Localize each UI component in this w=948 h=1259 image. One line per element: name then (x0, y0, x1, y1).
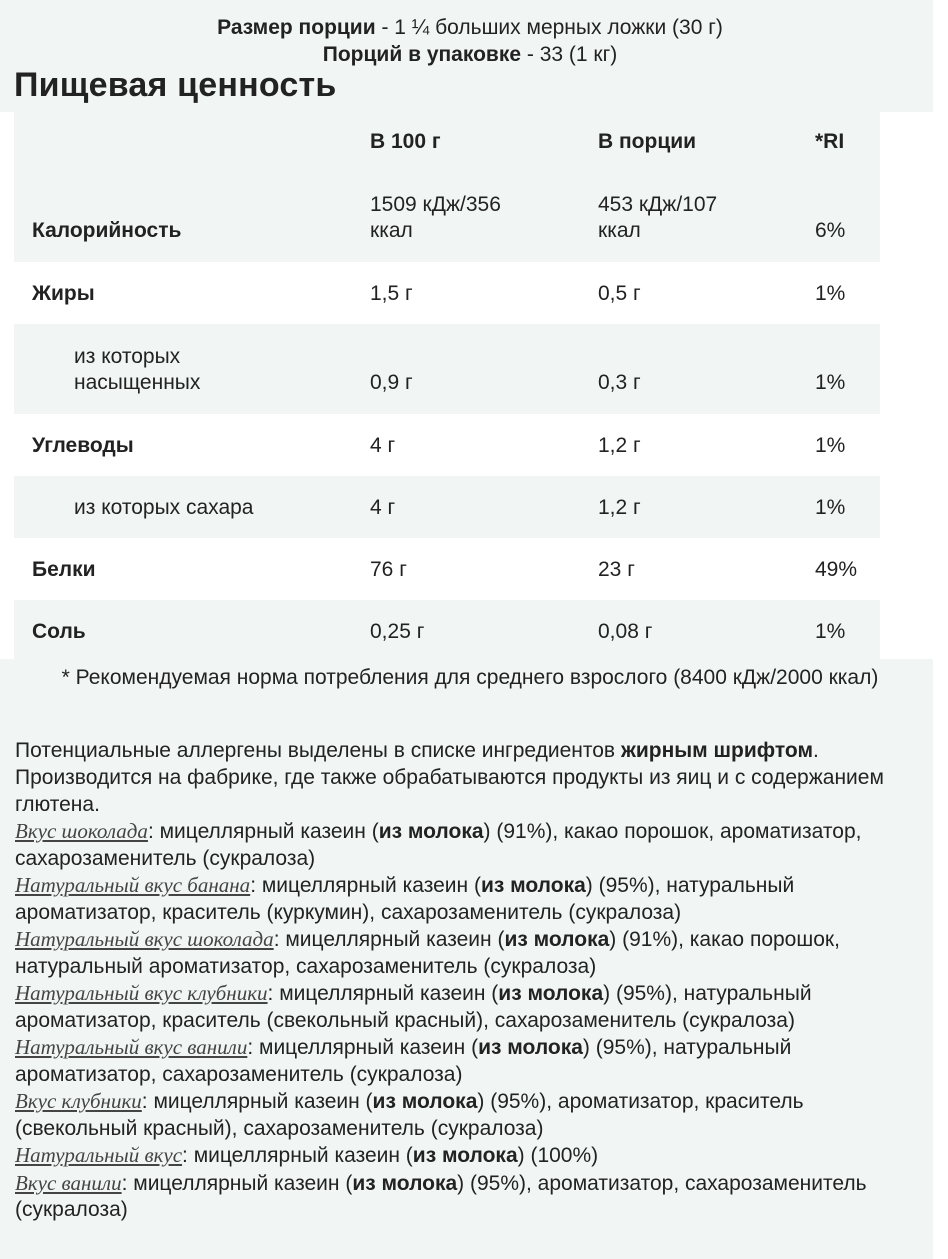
flavor-name: Натуральный вкус банана (15, 873, 251, 897)
page-title: Пищевая ценность (14, 66, 337, 104)
protein-portion: 23 г (598, 558, 635, 581)
row-name-protein: Белки (32, 558, 96, 581)
allergen-highlight: из молока (372, 1090, 478, 1113)
salt-ri: 1% (815, 620, 846, 643)
ingredient-text: ) (95%), натуральный ароматизатор, краситель (свекольный красный), сахарозаменитель (сукралоза) (15, 982, 812, 1032)
fats-per100: 1,5 г (370, 282, 413, 305)
allergen-rest: . Производится на фабрике, где также обрабатываются продукты из яиц и с содержанием глютена. (15, 739, 884, 816)
allergen-highlight: из молока (498, 982, 604, 1005)
calories-per100-line2: ккал (370, 219, 413, 242)
flavor-name: Вкус ванили (15, 1170, 122, 1195)
table-row-carbs (14, 414, 880, 476)
ingredient-text: : мицеллярный казеин ( (247, 1036, 479, 1059)
allergen-highlight: из молока (352, 1171, 458, 1195)
ri-footnote: * Рекомендуемая норма потребления для среднего взрослого (8400 кДж/2000 ккал) (61, 666, 879, 689)
sugars-per100: 4 г (370, 496, 396, 519)
allergen-highlight: из молока (478, 1036, 583, 1059)
allergen-highlight: из молока (412, 1144, 518, 1167)
ingredient-entry (15, 1034, 930, 1088)
flavor-name: Натуральный вкус шоколада (15, 927, 274, 951)
saturated-portion: 0,3 г (598, 371, 641, 394)
calories-portion-line2: ккал (598, 219, 641, 242)
flavor-name: Вкус клубники (15, 1089, 142, 1113)
col-header-ri: *RI (815, 130, 845, 153)
saturated-ri: 1% (815, 371, 846, 394)
col-header-portion: В порции (598, 130, 697, 153)
allergen-highlight: из молока (378, 820, 484, 843)
ingredient-text: : мицеллярный казеин ( (121, 1171, 353, 1195)
row-name-carbs: Углеводы (32, 434, 134, 457)
table-row-salt (14, 600, 880, 662)
sugars-ri: 1% (815, 496, 846, 519)
ingredient-text: ) (95%), натуральный ароматизатор, краситель (куркумин), сахарозаменитель (сукралоза) (15, 874, 795, 924)
ingredient-text: ) (91%), какао порошок, ароматизатор, сахарозаменитель (сукралоза) (15, 820, 862, 870)
allergen-highlight: из молока (504, 928, 610, 951)
serving-size-label: Размер порции (217, 16, 376, 39)
flavor-name: Натуральный вкус (15, 1143, 183, 1167)
serving-info (0, 14, 940, 68)
carbs-ri: 1% (815, 434, 846, 457)
ingredient-entry (15, 980, 930, 1034)
ingredient-text: ) (100%) (517, 1144, 599, 1167)
ingredient-text: : мицеллярный казеин ( (182, 1144, 413, 1167)
salt-portion: 0,08 г (598, 620, 653, 643)
servings-per-pack-label: Порций в упаковке (322, 43, 522, 66)
carbs-portion: 1,2 г (598, 434, 641, 457)
table-row-saturated (14, 324, 880, 414)
ingredient-text: : мицеллярный казеин ( (267, 982, 499, 1005)
ingredient-text: ) (95%), ароматизатор, краситель (свекольный красный), сахарозаменитель (сукралоза) (15, 1090, 804, 1140)
carbs-per100: 4 г (370, 434, 396, 457)
ingredient-entry (15, 1088, 930, 1142)
ingredient-text: : мицеллярный казеин ( (273, 928, 505, 951)
ingredient-text: : мицеллярный казеин ( (147, 820, 379, 843)
row-name-calories: Калорийность (32, 219, 182, 242)
flavor-name: Вкус шоколада (15, 819, 148, 843)
table-row-protein (14, 538, 880, 600)
servings-per-pack-value: - 33 (1 кг) (521, 43, 618, 66)
salt-per100: 0,25 г (370, 620, 425, 643)
ingredient-entry (15, 1142, 930, 1170)
flavor-name: Натуральный вкус ванили (15, 1035, 248, 1059)
allergen-intro: Потенциальные аллергены выделены в списке ингредиентов (15, 739, 621, 762)
saturated-name-line2: насыщенных (74, 371, 201, 394)
saturated-per100: 0,9 г (370, 371, 413, 394)
calories-ri: 6% (815, 219, 846, 242)
table-header-row (14, 112, 880, 262)
fats-ri: 1% (815, 282, 846, 305)
table-row-sugars (14, 476, 880, 538)
fats-portion: 0,5 г (598, 282, 641, 305)
ingredient-text: ) (91%), какао порошок, натуральный ароматизатор, сахарозаменитель (сукралоза) (15, 928, 840, 978)
serving-size-value: - 1 ¼ больших мерных ложки (30 г) (375, 16, 723, 39)
ingredient-text: : мицеллярный казеин ( (250, 874, 481, 897)
protein-ri: 49% (815, 558, 858, 581)
ingredient-text: ) (95%), ароматизатор, сахарозаменитель (сукралоза) (15, 1171, 867, 1221)
table-row-fats (14, 262, 880, 324)
col-header-per100: В 100 г (370, 130, 441, 153)
allergen-bold: жирным шрифтом (620, 739, 813, 762)
row-name-sugars: из которых сахара (74, 496, 254, 519)
allergen-note (15, 737, 930, 818)
calories-portion-line1: 453 кДж/107 (598, 193, 718, 216)
ingredient-entry (15, 872, 930, 926)
calories-per100-line1: 1509 кДж/356 (370, 193, 501, 216)
row-name-fats: Жиры (32, 282, 95, 305)
ingredient-entry (15, 818, 930, 872)
ingredient-text: : мицеллярный казеин ( (141, 1090, 373, 1113)
saturated-name-line1: из которых (74, 345, 181, 368)
ingredients-list (15, 818, 930, 1224)
protein-per100: 76 г (370, 558, 407, 581)
allergen-highlight: из молока (480, 874, 586, 897)
ingredient-entry (15, 1170, 930, 1224)
row-name-salt: Соль (32, 620, 86, 643)
flavor-name: Натуральный вкус клубники (15, 981, 268, 1005)
sugars-portion: 1,2 г (598, 496, 641, 519)
ingredient-text: ) (95%), натуральный ароматизатор, сахарозаменитель (сукралоза) (15, 1036, 792, 1086)
ingredient-entry (15, 926, 930, 980)
